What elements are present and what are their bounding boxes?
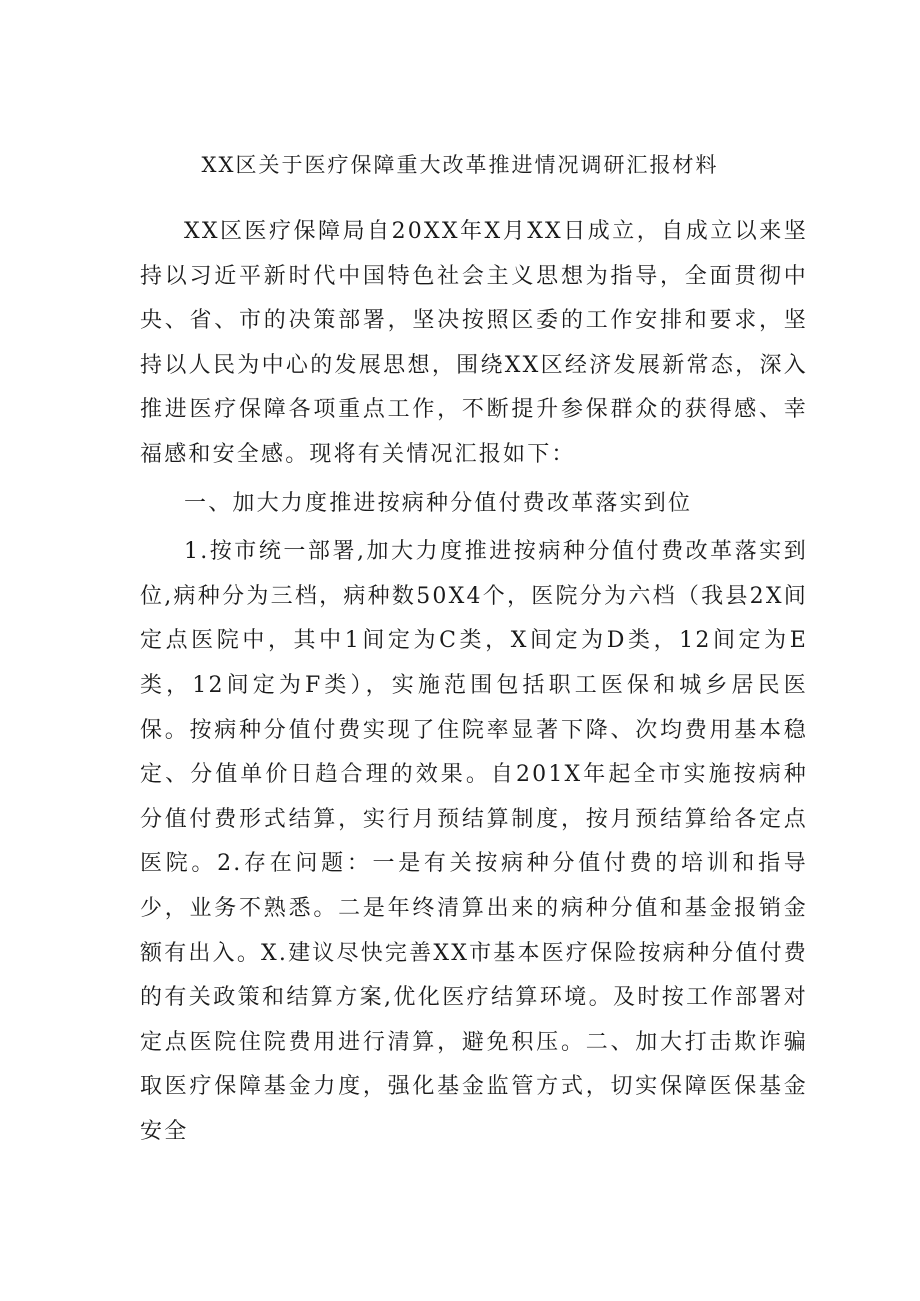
intro-paragraph: XX区医疗保障局自20XX年X月XX日成立，自成立以来坚持以习近平新时代中国特色社会主义思想为指导，全面贯彻中央、省、市的决策部署，坚决按照区委的工作安排和要求，坚持以人民为中心的发展思想，围绕XX区经济发展新常态，深入推进医疗保障各项重点工作，不断提升参保群众的获得感、幸福感和安全感。现将有关情况汇报如下： [140,219,808,467]
document-title: XX区关于医疗保障重大改革推进情况调研汇报材料 [201,153,719,177]
section-1-heading: 一、加大力度推进按病种分值付费改革落实到位 [184,490,693,516]
section-1-paragraph: 1.按市统一部署,加大力度推进按病种分值付费改革落实到位,病种分为三档，病种数50X4个，医院分为六档（我县2X间定点医院中，其中1间定为C类，X间定为D类，12间定为E类，12间定为F类），实施范围包括职工医保和城乡居民医保。按病种分值付费实现了住院率显著下降、次均费用基本稳定、分值单价日趋合理的效果。自201X年起全市实施按病种分值付费形式结算，实行月预结算制度，按月预结算给各定点医院。2.存在问题：一是有关按病种分值付费的培训和指导少，业务不熟悉。二是年终清算出来的病种分值和基金报销金额有出入。X.建议尽快完善XX市基本医疗保险按病种分值付费的有关政策和结算方案,优化医疗结算环境。及时按工作部署对定点医院住院费用进行清算，避免积压。二、加大打击欺诈骗取医疗保障基金力度，强化基金监管方式，切实保障医保基金安全 [140,539,808,1144]
document-body [140,210,808,1154]
